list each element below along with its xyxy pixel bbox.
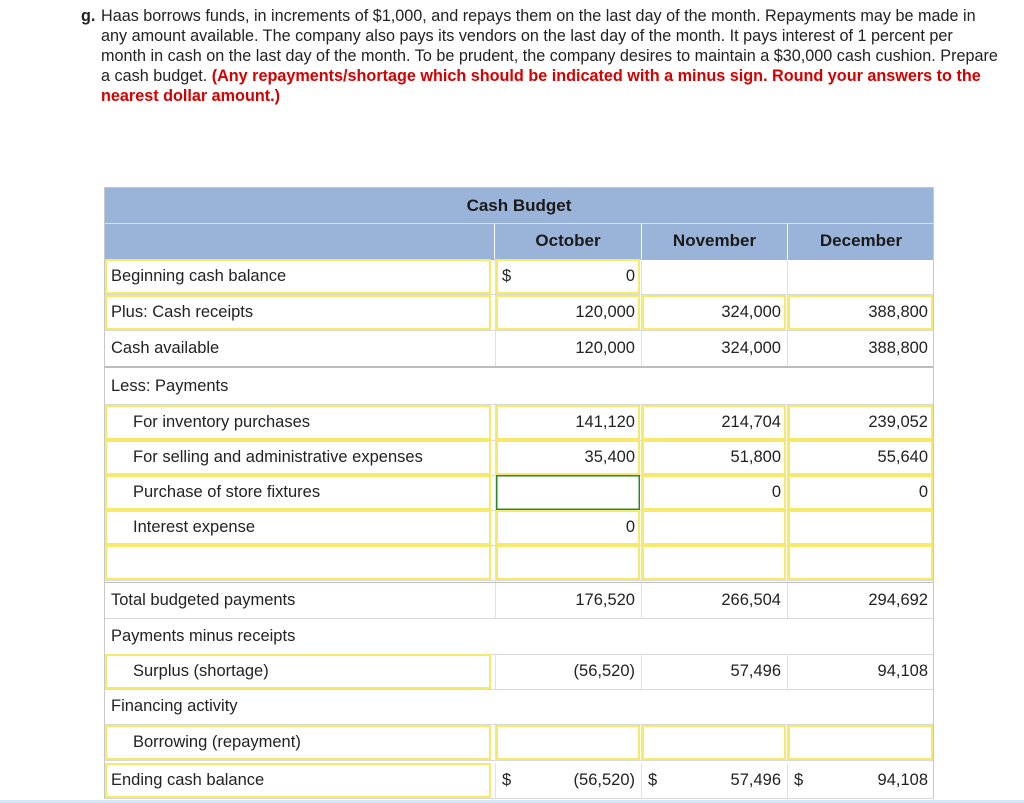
table-row: [105, 510, 933, 546]
cell-fixtures-november[interactable]: 0: [641, 475, 786, 510]
column-header-december: December: [787, 224, 934, 259]
table-row: [105, 545, 933, 581]
row-label-selling-admin[interactable]: For selling and administrative expenses: [105, 440, 491, 475]
cell-beginning-december: [787, 259, 933, 294]
cell-interest-december[interactable]: [787, 510, 933, 545]
cell-inventory-october[interactable]: 141,120: [495, 405, 640, 440]
table-row: [105, 582, 933, 619]
value-ending-november: 57,496: [730, 771, 781, 789]
table-row: [105, 689, 933, 725]
table-title: Cash Budget: [466, 196, 572, 215]
cell-fixtures-october[interactable]: [495, 475, 640, 510]
cell-blank-december[interactable]: [787, 545, 933, 580]
cell-selling-november[interactable]: 51,800: [641, 440, 786, 475]
row-label-cash-receipts[interactable]: Plus: Cash receipts: [105, 295, 491, 330]
cell-total-october: 176,520: [495, 583, 640, 618]
row-label-financing-activity: Financing activity: [111, 697, 238, 715]
table-row: [105, 654, 933, 690]
column-header-row: [105, 223, 933, 260]
table-row: [105, 763, 933, 799]
row-label-beginning-cash[interactable]: Beginning cash balance: [105, 259, 491, 294]
cell-inventory-december[interactable]: 239,052: [787, 405, 933, 440]
dollar-sign: $: [794, 771, 804, 789]
row-label-less-payments: Less: Payments: [111, 377, 229, 395]
column-header-november: November: [641, 224, 787, 259]
cell-available-november: 324,000: [641, 331, 786, 366]
question-body: Haas borrows funds, in increments of $1,000, and repays them on the last day of the month. Repayments may be made in any amount available. The company also pays its vendors on the last day of the month. It pays interest of 1 percent per month in cash on the last day of the month. To be prudent, the company desires to maintain a $30,000 cash cushion. Prepare a cash budget.: [101, 7, 998, 85]
row-label-cash-available: Cash available: [111, 339, 220, 357]
row-label-store-fixtures[interactable]: Purchase of store fixtures: [105, 475, 491, 510]
cell-blank-november[interactable]: [641, 545, 786, 580]
cell-selling-october[interactable]: 35,400: [495, 440, 640, 475]
cell-receipts-october[interactable]: 120,000: [495, 295, 640, 330]
table-title-row: [105, 187, 933, 224]
row-label-borrowing-repayment[interactable]: Borrowing (repayment): [105, 725, 491, 760]
table-row: [105, 295, 933, 331]
question-text: [81, 6, 1001, 106]
value-ending-october: (56,520): [573, 771, 635, 789]
table-row: [105, 405, 933, 441]
cell-blank-october[interactable]: [495, 545, 640, 580]
dollar-sign: $: [502, 771, 512, 789]
table-row: [105, 369, 933, 405]
row-label-ending-cash[interactable]: Ending cash balance: [105, 763, 491, 798]
cell-borrowing-october[interactable]: [495, 725, 640, 760]
cell-inventory-november[interactable]: 214,704: [641, 405, 786, 440]
row-label-surplus-shortage[interactable]: Surplus (shortage): [105, 654, 491, 689]
table-row: [105, 475, 933, 511]
cell-total-november: 266,504: [641, 583, 786, 618]
cell-available-october: 120,000: [495, 331, 640, 366]
cell-ending-december: [787, 763, 933, 798]
cell-surplus-november: 57,496: [641, 654, 786, 689]
cash-budget-table: [104, 187, 934, 799]
table-row: [105, 440, 933, 476]
cell-receipts-november[interactable]: 324,000: [641, 295, 786, 330]
cell-surplus-october: (56,520): [495, 654, 640, 689]
row-label-total-payments: Total budgeted payments: [111, 591, 296, 609]
cell-available-december: 388,800: [787, 331, 933, 366]
cell-interest-november[interactable]: [641, 510, 786, 545]
row-label-interest-expense[interactable]: Interest expense: [105, 510, 491, 545]
cell-receipts-december[interactable]: 388,800: [787, 295, 933, 330]
cell-fixtures-december[interactable]: 0: [787, 475, 933, 510]
row-label-inventory-purchases[interactable]: For inventory purchases: [105, 405, 491, 440]
row-label-payments-minus-receipts: Payments minus receipts: [111, 627, 296, 645]
table-row: [105, 331, 933, 368]
row-label-blank[interactable]: [105, 545, 491, 580]
cell-interest-october[interactable]: 0: [495, 510, 640, 545]
cell-selling-december[interactable]: 55,640: [787, 440, 933, 475]
value-ending-december: 94,108: [877, 771, 928, 789]
cell-ending-november: [641, 763, 786, 798]
question-instruction: (Any repayments/shortage which should be indicated with a minus sign. Round your answers to the nearest dollar amount.): [101, 67, 981, 105]
cell-beginning-october[interactable]: [495, 259, 640, 294]
table-row: [105, 259, 933, 295]
column-header-october: October: [494, 224, 641, 259]
question-number: g.: [81, 7, 96, 25]
cell-borrowing-november[interactable]: [641, 725, 786, 760]
cell-borrowing-december[interactable]: [787, 725, 933, 760]
cell-ending-october: [495, 763, 640, 798]
dollar-sign: $: [648, 771, 658, 789]
table-row: [105, 725, 933, 761]
cell-surplus-december: 94,108: [787, 654, 933, 689]
value-beginning-october: 0: [625, 267, 635, 285]
cell-total-december: 294,692: [787, 583, 933, 618]
table-row: [105, 619, 933, 655]
dollar-sign: $: [502, 267, 512, 285]
cell-beginning-november: [641, 259, 786, 294]
